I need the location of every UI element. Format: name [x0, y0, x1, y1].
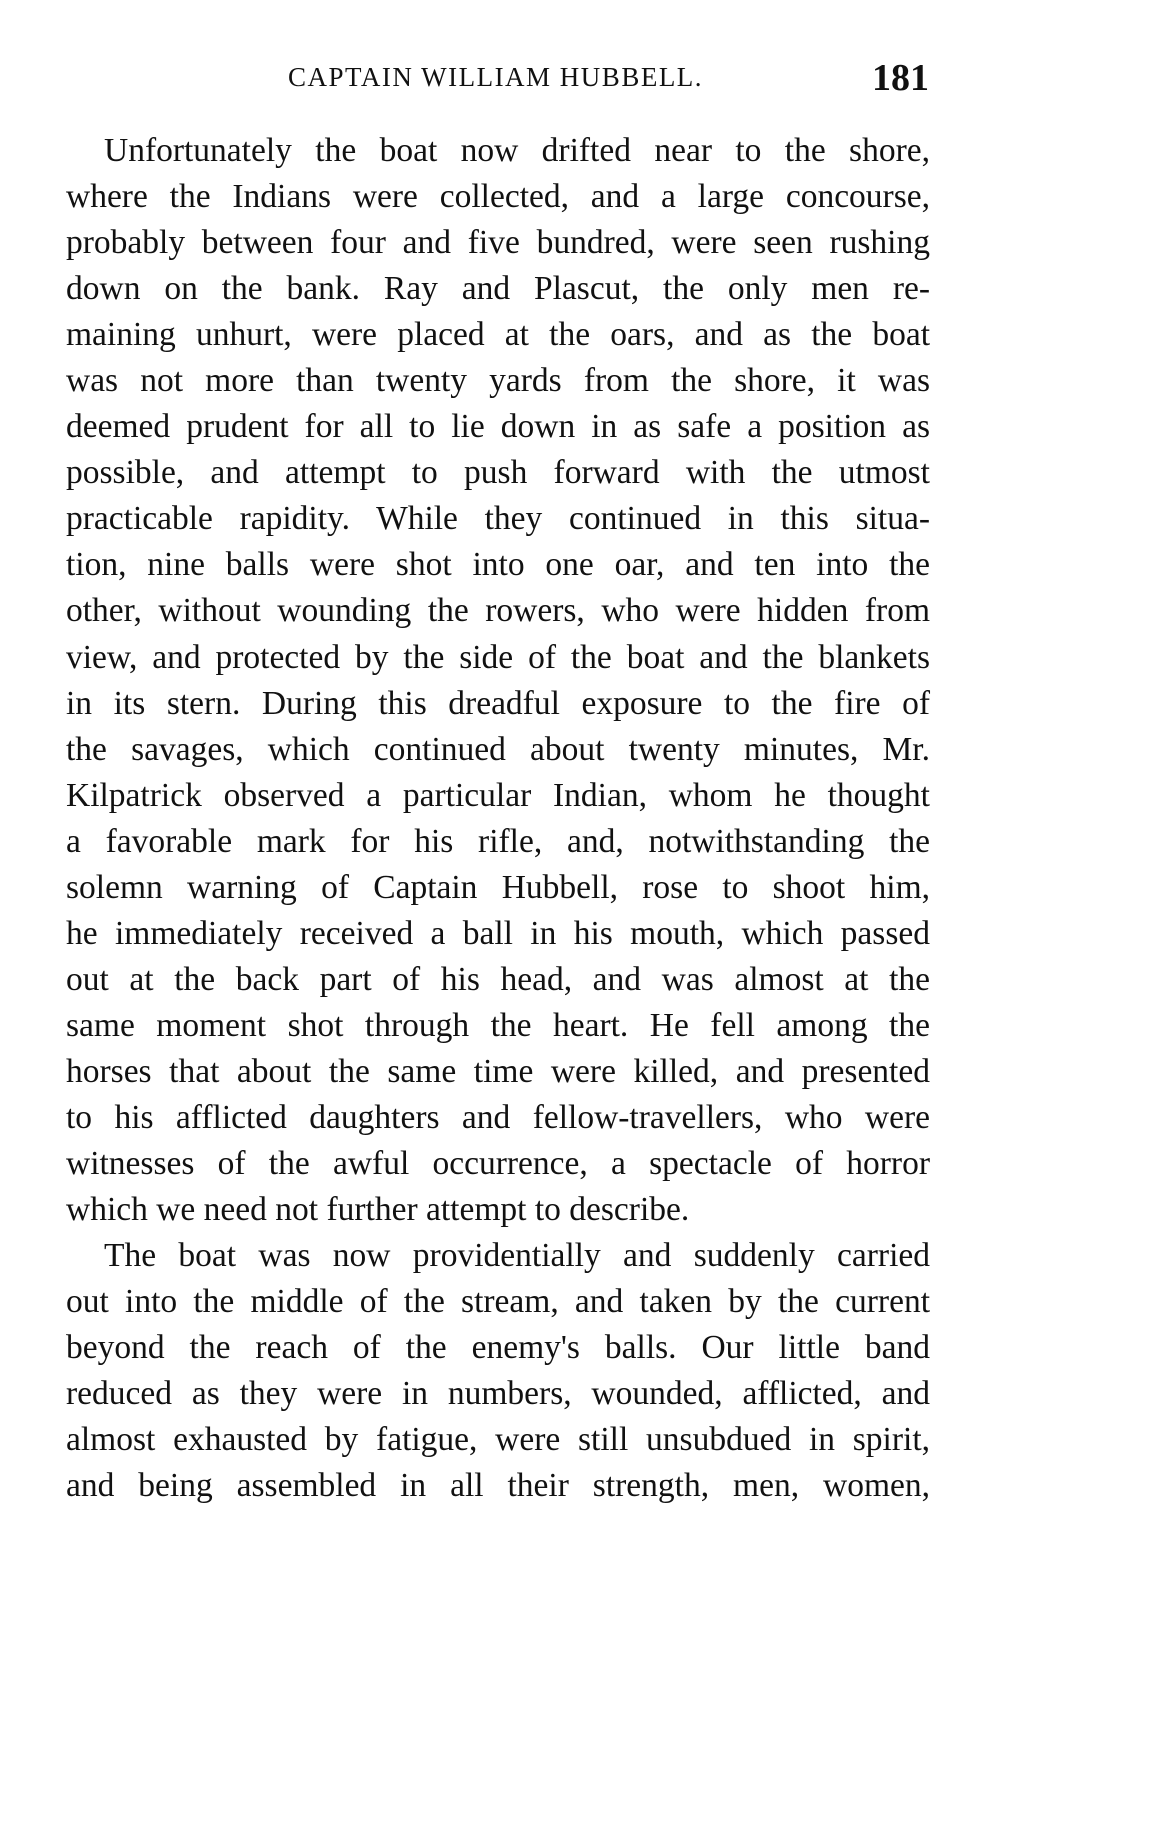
- page-number: 181: [872, 57, 929, 99]
- text-line: The boat was now providentially and suddenly carried: [104, 1237, 930, 1275]
- text-line: and being assembled in all their strength, men, women,: [66, 1467, 930, 1505]
- running-head-title: CAPTAIN WILLIAM HUBBELL.: [288, 62, 704, 92]
- text-line: reduced as they were in numbers, wounded, afflicted, and: [66, 1375, 930, 1413]
- text-line: view, and protected by the side of the boat and the blankets: [66, 638, 930, 676]
- text-line: horses that about the same time were killed, and presented: [66, 1052, 930, 1090]
- text-line: practicable rapidity. While they continued in this situa-: [66, 500, 930, 538]
- text-line: where the Indians were collected, and a large concourse,: [66, 178, 930, 216]
- text-line: almost exhausted by fatigue, were still unsubdued in spirit,: [66, 1421, 930, 1459]
- text-line: probably between four and five bundred, were seen rushing: [66, 224, 930, 262]
- text-line: Unfortunately the boat now drifted near to the shore,: [104, 132, 930, 169]
- text-line: possible, and attempt to push forward with the utmost: [66, 454, 930, 492]
- text-line: same moment shot through the heart. He fell among the: [66, 1006, 930, 1044]
- text-line: out at the back part of his head, and was almost at the: [66, 960, 930, 998]
- text-line: in its stern. During this dreadful exposure to the fire of: [66, 684, 930, 722]
- text-line: witnesses of the awful occurrence, a spectacle of horror: [66, 1145, 930, 1183]
- text-line: to his afflicted daughters and fellow-travellers, who were: [66, 1098, 930, 1136]
- text-line: tion, nine balls were shot into one oar, and ten into the: [66, 546, 930, 584]
- text-line: deemed prudent for all to lie down in as safe a position as: [66, 408, 930, 446]
- text-line: out into the middle of the stream, and taken by the current: [66, 1283, 930, 1321]
- text-line: Kilpatrick observed a particular Indian, whom he thought: [66, 776, 930, 814]
- paragraph-2: [66, 1233, 930, 1509]
- text-line: the savages, which continued about twenty minutes, Mr.: [66, 730, 930, 768]
- text-line: which we need not further attempt to describe.: [66, 1191, 690, 1229]
- text-line: maining unhurt, were placed at the oars, and as the boat: [66, 316, 930, 354]
- text-line: he immediately received a ball in his mouth, which passed: [66, 914, 930, 952]
- paragraph-1: [66, 128, 930, 1233]
- text-line: was not more than twenty yards from the shore, it was: [66, 362, 930, 400]
- text-line: beyond the reach of the enemy's balls. Our little band: [66, 1329, 930, 1367]
- body-text: [66, 128, 930, 1509]
- text-line: down on the bank. Ray and Plascut, the only men re-: [66, 270, 930, 308]
- text-line: a favorable mark for his rifle, and, notwithstanding the: [66, 822, 930, 860]
- text-line: other, without wounding the rowers, who were hidden from: [66, 592, 930, 630]
- text-line: solemn warning of Captain Hubbell, rose to shoot him,: [66, 868, 930, 906]
